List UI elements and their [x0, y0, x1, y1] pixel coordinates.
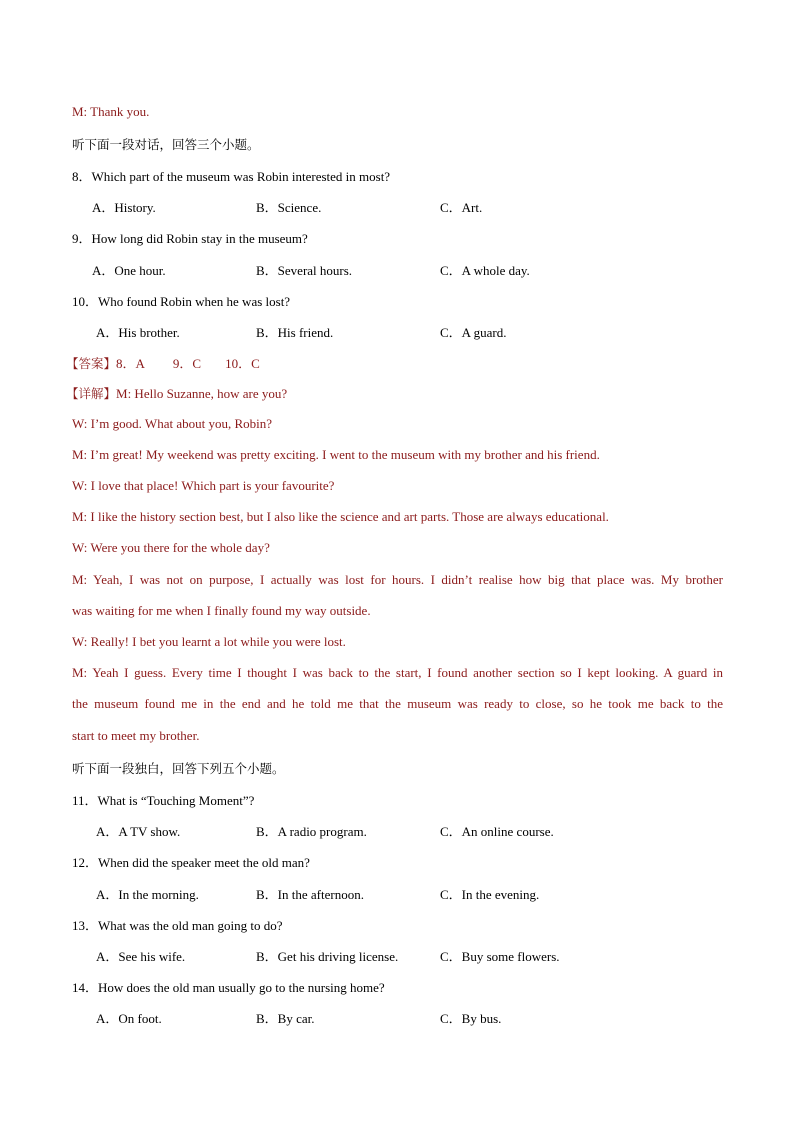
- q13-option-b: B．Get his driving license.: [256, 949, 399, 964]
- q14-option-b: B．By car.: [256, 1011, 315, 1026]
- question-14: 14．How does the old man usually go to the nursing home?: [72, 980, 385, 995]
- q10-option-b: B．His friend.: [256, 325, 334, 340]
- q10-option-a: A．His brother.: [96, 325, 180, 340]
- question-11: 11．What is “Touching Moment”?: [72, 793, 255, 808]
- q9-option-b: B．Several hours.: [256, 263, 353, 278]
- q8-option-a: A．History.: [92, 200, 156, 215]
- question-13: 13．What was the old man going to do?: [72, 918, 283, 933]
- question-8: 8．Which part of the museum was Robin interested in most?: [72, 169, 391, 184]
- transcript-line-9: W: Really! I bet you learnt a lot while you were lost.: [72, 634, 346, 649]
- q13-option-a: A．See his wife.: [96, 949, 186, 964]
- q11-option-a: A．A TV show.: [96, 824, 181, 839]
- transcript-line-2: W: I’m good. What about you, Robin?: [72, 416, 273, 431]
- q11-option-c: C．An online course.: [440, 824, 554, 839]
- q12-option-a: A．In the morning.: [96, 887, 199, 902]
- question-12: 12．When did the speaker meet the old man?: [72, 855, 310, 870]
- transcript-line-8: was waiting for me when I finally found my way outside.: [72, 603, 371, 618]
- q14-option-c: C．By bus.: [440, 1011, 502, 1026]
- transcript-line-10: M: Yeah I guess. Every time I thought I was back to the start, I found another section so I kept looking. A guard in: [72, 665, 723, 680]
- detail-label: 【详解】: [66, 386, 117, 401]
- q9-option-a: A．One hour.: [92, 263, 166, 278]
- answer-row: [66, 353, 260, 372]
- section-heading-monologue: 听下面一段独白，回答下列五个小题。: [72, 761, 285, 776]
- q12-option-b: B．In the afternoon.: [256, 887, 364, 902]
- q11-option-b: B．A radio program.: [256, 824, 367, 839]
- transcript-line-7: M: Yeah, I was not on purpose, I actually was lost for hours. I didn’t realise how big that place was. My brother: [72, 572, 723, 587]
- detail-row: [66, 384, 287, 402]
- transcript-line-5: M: I like the history section best, but I also like the science and art parts. Those are always educational.: [72, 509, 609, 524]
- transcript-line-12: start to meet my brother.: [72, 728, 200, 743]
- q13-option-c: C．Buy some flowers.: [440, 949, 560, 964]
- section-heading-dialog: 听下面一段对话，回答三个小题。: [72, 137, 260, 152]
- q10-option-c: C．A guard.: [440, 325, 507, 340]
- transcript-line-1: M: Hello Suzanne, how are you?: [116, 386, 288, 401]
- q8-option-b: B．Science.: [256, 200, 322, 215]
- transcript-line-11: the museum found me in the end and he told me that the museum was ready to close, so he took me back to the: [72, 696, 723, 711]
- answer-10: 10．C: [225, 356, 260, 371]
- question-10: 10．Who found Robin when he was lost?: [72, 294, 291, 309]
- answer-9: 9．C: [172, 356, 202, 371]
- q14-option-a: A．On foot.: [96, 1011, 162, 1026]
- q9-option-c: C．A whole day.: [440, 263, 530, 278]
- q8-option-c: C．Art.: [440, 200, 483, 215]
- q12-option-c: C．In the evening.: [440, 887, 540, 902]
- transcript-line-4: W: I love that place! Which part is your favourite?: [72, 478, 335, 493]
- transcript-line-6: W: Were you there for the whole day?: [72, 540, 270, 555]
- question-9: 9．How long did Robin stay in the museum?: [72, 231, 308, 246]
- answer-8: 8．A: [116, 356, 145, 371]
- answer-label: 【答案】: [66, 356, 117, 371]
- transcript-line-3: M: I’m great! My weekend was pretty exciting. I went to the museum with my brother and his friend.: [72, 447, 600, 462]
- dialog-line-thanks: M: Thank you.: [72, 104, 150, 119]
